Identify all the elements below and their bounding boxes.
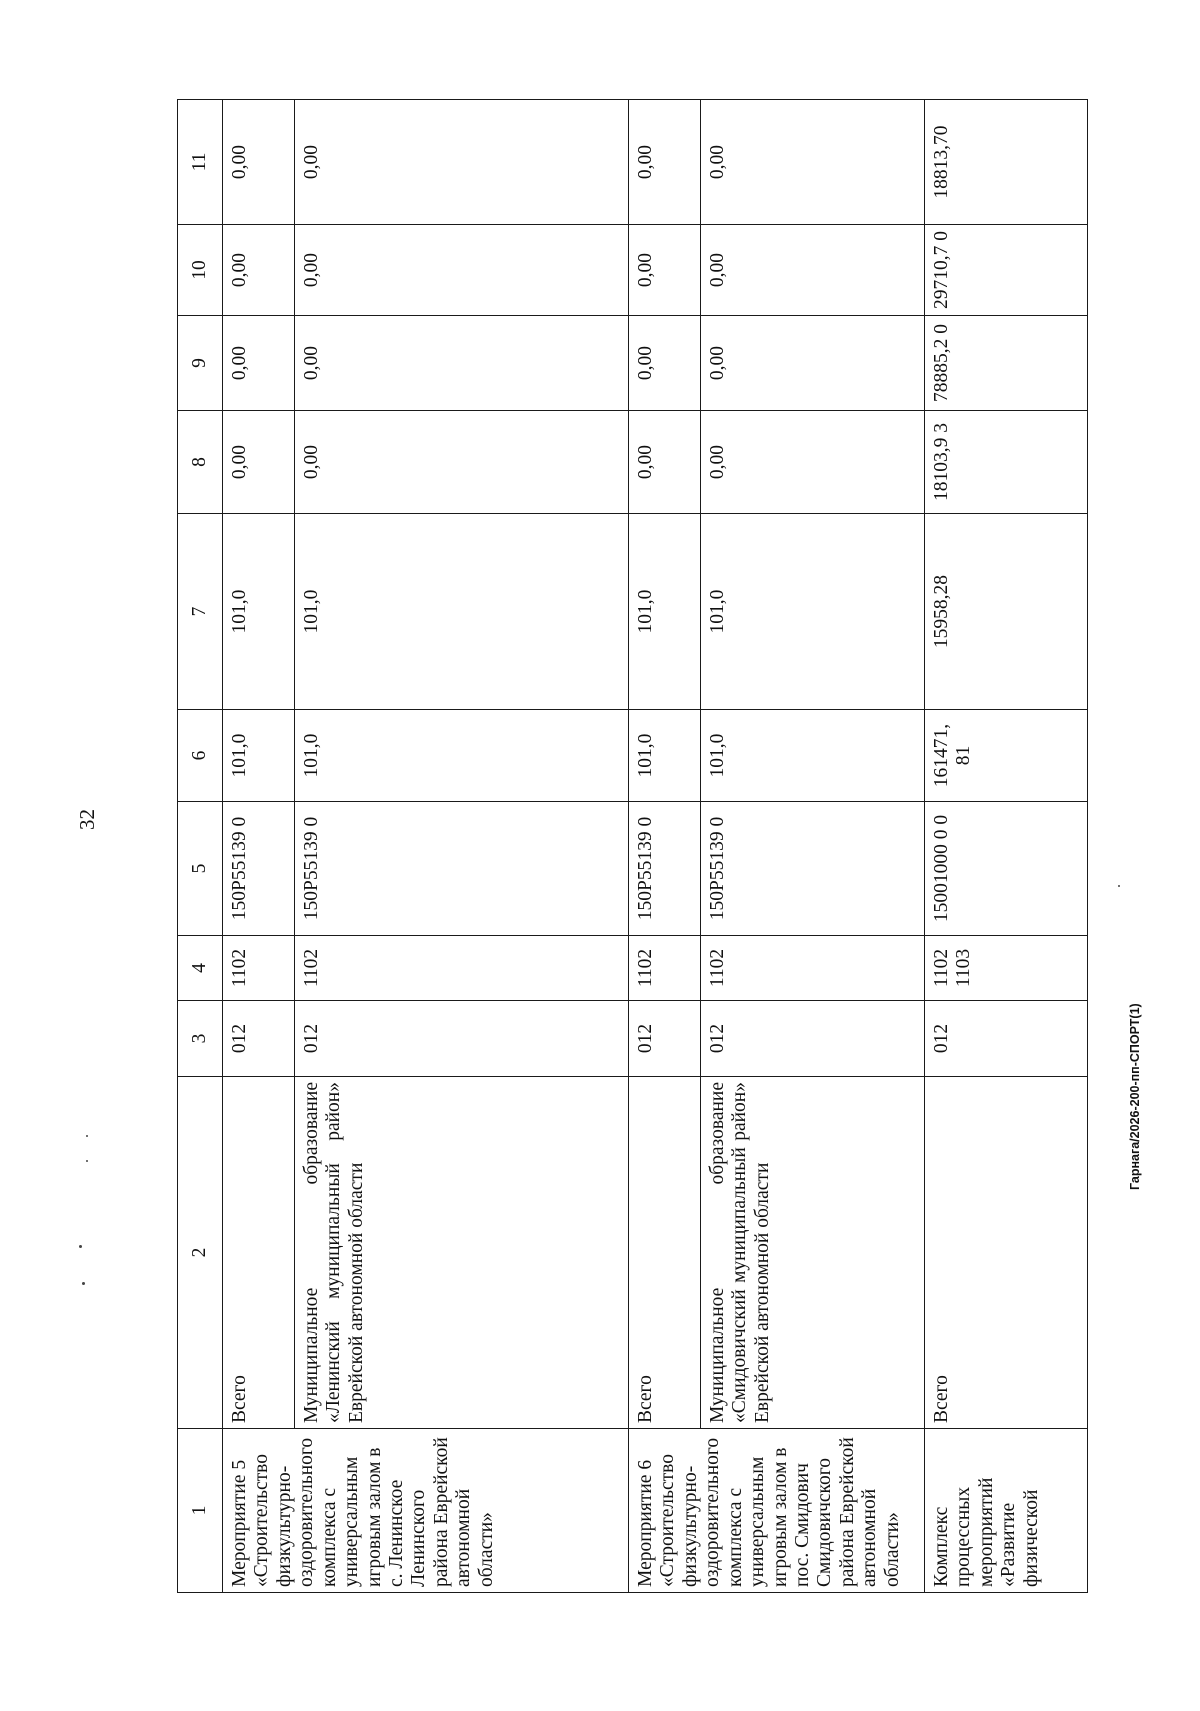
table-cell: 0,00 [223,411,295,514]
measure-6-name: Мероприятие 6 «Строительство физкультурно-оздоровительного комплекса с универсальным игровым залом в пос. Смидович Смидовичского района Еврейской автономной области» [629,1429,925,1593]
table-cell: 0,00 [629,225,701,316]
table-cell: 0,00 [295,225,629,316]
table-cell: 0,00 [629,100,701,225]
table-cell: 1102 1103 [925,936,1088,1001]
table-cell: 012 [925,1001,1088,1077]
table-cell: 0,00 [701,100,925,225]
table-cell: 150P55139 0 [629,802,701,936]
column-header: 4 [178,936,223,1001]
table-cell: 15958,28 [925,514,1088,710]
table-cell: 150P55139 0 [701,802,925,936]
table-row [925,100,1088,1593]
table-cell: 101,0 [223,514,295,710]
table-cell: 0,00 [701,316,925,411]
table-cell: 150P55139 0 [295,802,629,936]
scan-speck [86,1160,88,1162]
table-row [701,100,925,1593]
table-cell: 1102 [223,936,295,1001]
measure-5-name: Мероприятие 5 «Строительство физкультурно-оздоровительного комплекса с универсальным игровым залом в с. Ленинское Ленинского района Еврейской автономной области» [223,1429,629,1593]
table-cell: 012 [223,1001,295,1077]
table-cell: 0,00 [629,316,701,411]
column-header: 10 [178,225,223,316]
table-cell: 101,0 [701,710,925,802]
table-cell: 101,0 [295,514,629,710]
scan-speck [79,1245,82,1248]
table-cell: 0,00 [701,225,925,316]
column-header: 9 [178,316,223,411]
table-cell: 101,0 [223,710,295,802]
column-header: 6 [178,710,223,802]
table-cell: 1102 [295,936,629,1001]
table-cell: 18813,70 [925,100,1088,225]
table-row [629,100,701,1593]
column-header: 7 [178,514,223,710]
row-label: Всего [925,1077,1088,1429]
row-label: Муниципальное образование «Ленинский муниципальный район» Еврейской автономной области [295,1077,629,1429]
table-cell: 0,00 [295,100,629,225]
table-cell: 29710,7 0 [925,225,1088,316]
row-label: Всего [223,1077,295,1429]
table-cell: 15001000 0 0 [925,802,1088,936]
table-cell: 0,00 [701,411,925,514]
scan-speck [1118,885,1120,887]
scan-speck [82,1282,85,1285]
complex-name: Комплекс процессных мероприятий «Развитие физической [925,1429,1088,1593]
table-cell: 101,0 [629,710,701,802]
scan-speck [86,1135,88,1137]
row-label: Всего [629,1077,701,1429]
budget-table [177,100,1087,1593]
column-header: 3 [178,1001,223,1077]
table-cell: 161471, 81 [925,710,1088,802]
table-cell: 0,00 [295,316,629,411]
header-row [178,100,223,1593]
table-cell: 012 [629,1001,701,1077]
table-cell: 0,00 [629,411,701,514]
table-cell: 012 [295,1001,629,1077]
column-header: 8 [178,411,223,514]
column-header: 2 [178,1077,223,1429]
table-cell: 0,00 [223,316,295,411]
column-header: 1 [178,1429,223,1593]
table-cell: 1102 [701,936,925,1001]
table-cell: 101,0 [629,514,701,710]
table-cell: 150P55139 0 [223,802,295,936]
table-cell: 0,00 [223,225,295,316]
column-header: 11 [178,100,223,225]
table-row [295,100,629,1593]
row-label: Муниципальное образование «Смидовичский муниципальный район» Еврейской автономной области [701,1077,925,1429]
table-cell: 101,0 [701,514,925,710]
table-cell: 78885,2 0 [925,316,1088,411]
table-cell: 0,00 [223,100,295,225]
table-cell: 0,00 [295,411,629,514]
document-footer: Гарнага/2026-200-пп-СПОРТ(1) [1128,1003,1142,1190]
table-cell: 18103,9 3 [925,411,1088,514]
table-cell: 012 [701,1001,925,1077]
table-cell: 1102 [629,936,701,1001]
table-cell: 101,0 [295,710,629,802]
page-number: 32 [75,809,99,830]
table-row [223,100,295,1593]
column-header: 5 [178,802,223,936]
